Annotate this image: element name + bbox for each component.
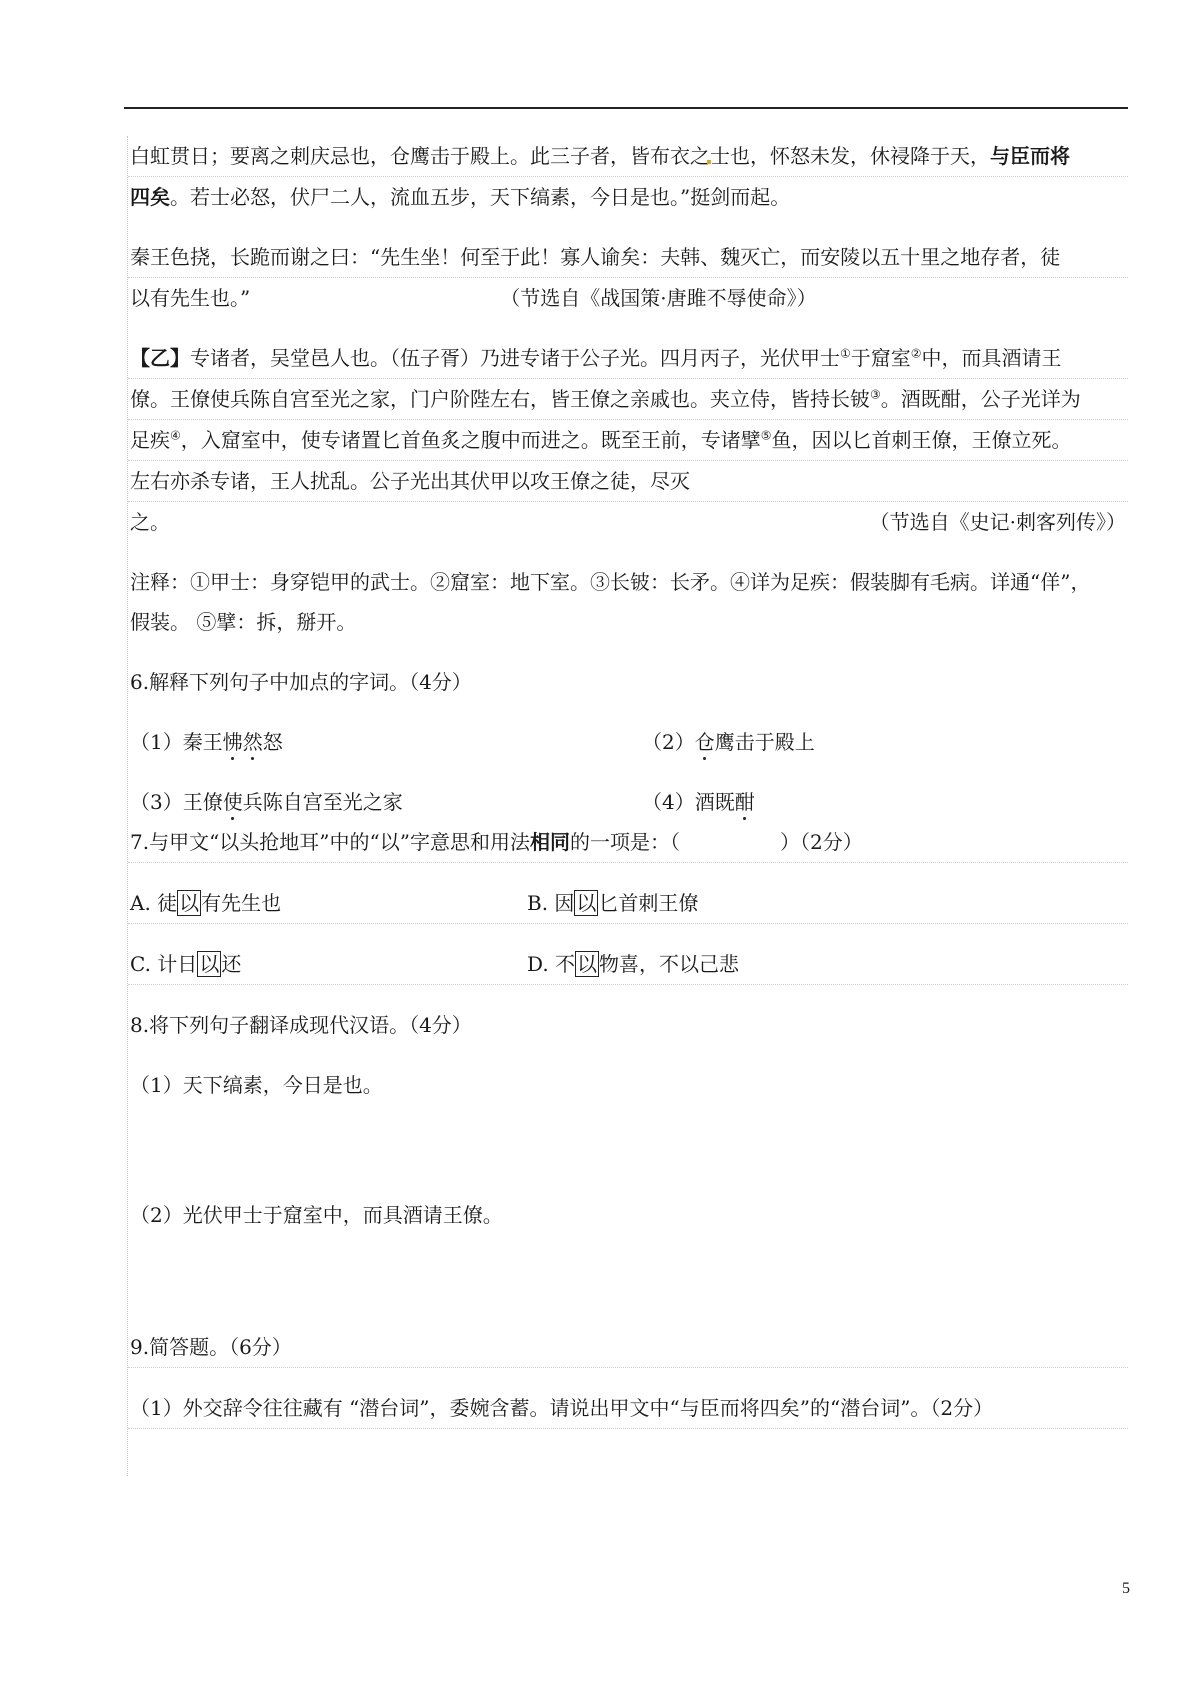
dotted-char: 怫 — [223, 722, 243, 762]
footnote-ref: ⑤ — [760, 428, 772, 443]
footnote-ref: ③ — [870, 387, 881, 402]
bold-phrase: 与臣而将 — [990, 144, 1070, 168]
dotted-char: 酣 — [735, 782, 755, 822]
q6-item-1: （1）秦王怫然怒 — [128, 722, 640, 762]
q7-title: 7.与甲文“以头抢地耳”中的“以”字意思和用法相同的一项是：（ ）（2分） — [128, 822, 1128, 863]
header-rule — [124, 107, 1128, 109]
q6-row-1 — [128, 722, 1128, 762]
q7-option-a[interactable]: A. 徒 以 有先生也 — [130, 891, 282, 915]
boxed-char: 以 — [179, 891, 200, 915]
footnote-ref: ① — [840, 346, 851, 361]
passage-label: 【乙】 — [130, 346, 190, 370]
page-number: 5 — [1122, 1580, 1130, 1597]
passage-jia-line-1: 白虹贯日；要离之刺庆忌也，仓鹰击于殿上。此三子者，皆布衣之士也，怀怒未发，休祲降于天，与臣而将 — [128, 136, 1128, 177]
q8-title: 8.将下列句子翻译成现代汉语。（4分） — [130, 1013, 472, 1037]
passage-jia-line-3: 秦王色挠，长跪而谢之曰：“先生坐！何至于此！寡人谕矣：夫韩、魏灭亡，而安陵以五十里之地存者，徒 — [128, 237, 1128, 278]
bold-phrase: 四矣 — [130, 185, 170, 209]
boxed-char: 以 — [199, 952, 220, 976]
notes-line-2: 假装。 ⑤擘：拆，掰开。 — [130, 610, 357, 634]
passage-jia-line-4: 以有先生也。” （节选自《战国策·唐雎不辱使命》） — [128, 278, 1128, 318]
q8-answer-space-2[interactable] — [128, 1235, 1128, 1327]
boxed-char: 以 — [576, 891, 597, 915]
q9-sub-1: （1）外交辞令往往藏有 “潜台词”，委婉含蓄。请说出甲文中“与臣而将四矣”的“潜台词”。（2分） — [128, 1388, 1128, 1429]
q7-option-b[interactable]: B. 因 以 匕首刺王僚 — [527, 891, 699, 915]
footnote-ref: ④ — [170, 428, 181, 443]
passage-yi-line-5: 之。 （节选自《史记·刺客列传》） — [128, 502, 1128, 542]
page-content — [127, 136, 1128, 1476]
boxed-char: 以 — [577, 952, 598, 976]
q6-row-2 — [128, 782, 1128, 822]
passage-yi-line-1: 【乙】专诸者，吴堂邑人也。（伍子胥）乃进专诸于公子光。四月丙子，光伏甲士①于窟室②中，而具酒请王 — [128, 338, 1128, 379]
q7-row-1 — [128, 883, 1128, 924]
passage-yi-line-4: 左右亦杀专诸，王人扰乱。公子光出其伏甲以攻王僚之徒，尽灭 — [128, 461, 1128, 502]
q6-item-2: （2）仓鹰击于殿上 — [640, 722, 1128, 762]
passage-yi-line-3: 足疾④，入窟室中，使专诸置匕首鱼炙之腹中而进之。既至王前，专诸擘⑤鱼，因以匕首刺王僚，王僚立死。 — [128, 420, 1128, 461]
q7-option-d[interactable]: D. 不 以 物喜，不以己悲 — [527, 952, 740, 976]
dotted-char: 然 — [243, 722, 263, 762]
q6-item-4: （4）酒既酣 — [640, 782, 1128, 822]
footnote-ref: ② — [910, 346, 922, 361]
q8-answer-space-1[interactable] — [128, 1105, 1128, 1195]
q7-row-2 — [128, 944, 1128, 985]
q9-title: 9.简答题。（6分） — [128, 1327, 1128, 1368]
q6-item-3: （3）王僚使兵陈自宫至光之家 — [128, 782, 640, 822]
q7-option-c[interactable]: C. 计日 以 还 — [130, 952, 242, 976]
passage-jia-line-2: 四矣。若士必怒，伏尸二人，流血五步，天下缟素，今日是也。”挺剑而起。 — [130, 185, 791, 209]
passage-yi-line-2: 僚。王僚使兵陈自宫至光之家，门户阶陛左右，皆王僚之亲戚也。夹立侍，皆持长铍③。酒既酣，公子光详为 — [128, 379, 1128, 420]
passage-jia-source: （节选自《战国策·唐雎不辱使命》） — [500, 286, 817, 310]
dotted-char: 使 — [223, 782, 243, 822]
dotted-char: 仓 — [695, 722, 715, 762]
q8-sentence-2: （2）光伏甲士于窟室中，而具酒请王僚。 — [130, 1203, 503, 1227]
passage-yi-source: （节选自《史记·刺客列传》） — [869, 510, 1126, 534]
notes-line-1: 注释：①甲士：身穿铠甲的武士。②窟室：地下室。③长铍：长矛。④详为足疾：假装脚有毛病。详通“佯”， — [130, 570, 1091, 594]
q6-title: 6.解释下列句子中加点的字词。（4分） — [130, 670, 472, 694]
q8-sentence-1: （1）天下缟素，今日是也。 — [130, 1073, 383, 1097]
